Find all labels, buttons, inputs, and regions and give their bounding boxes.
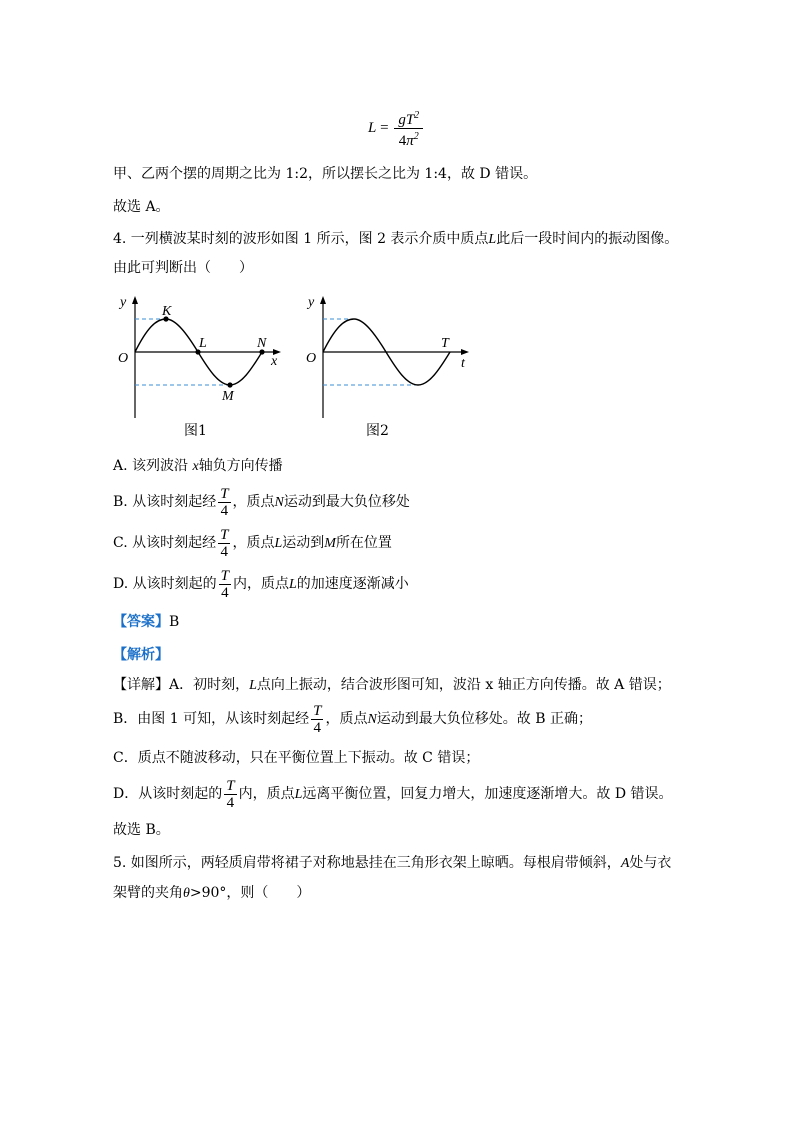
formula-pi: π: [406, 133, 414, 149]
fig1-x-label: x: [271, 354, 278, 369]
formula-4: 4: [398, 133, 407, 149]
formula-lhs: L: [368, 119, 377, 136]
detail-a: 【详解】A．初时刻，L点向上振动，结合波形图可知，波沿 x 轴正方向传播。故 A 错误；: [113, 677, 671, 693]
option-d: D. 从该时刻起的 $\frac{T}{4}$ 内，质点L的加速度逐渐减小: [113, 567, 409, 601]
choose-a-line: 故选 A。: [113, 199, 170, 215]
detail-tag: 【详解】: [113, 677, 169, 693]
analysis-tag: 【解析】: [113, 647, 169, 663]
option-c: C. 从该时刻起经 $\frac{T}{4}$ ，质点L运动到M所在位置: [113, 526, 392, 560]
answer-line: [113, 612, 179, 632]
question-4-line-1: 4. 一列横波某时刻的波形如图 1 所示，图 2 表示介质中质点L此后一段时间内的振动图像。: [113, 231, 679, 247]
formula-T: T: [405, 112, 415, 128]
question-5-line-2: 架臂的夹角θ>90°，则（ ）: [113, 885, 311, 901]
detail-b: B．由图 1 可知，从该时刻起经 $\frac{T}{4}$ ，质点N运动到最大负位移处。故 B 正确；: [113, 702, 592, 736]
detail-c: C．质点不随波移动，只在平衡位置上下振动。故 C 错误；: [113, 750, 480, 766]
option-a: A. 该列波沿 x轴负方向传播: [113, 458, 283, 474]
answer-value: B: [169, 614, 180, 630]
figure-1-waveform: [113, 290, 293, 420]
fraction-t-over-4: $\frac{T}{4}$: [226, 777, 235, 811]
fraction-t-over-4: $\frac{T}{4}$: [220, 526, 229, 560]
question-5-line-1: 5. 如图所示，两轻质肩带将裙子对称地悬挂在三角形衣架上晾晒。每根肩带倾斜，A处与衣: [113, 855, 672, 871]
pendulum-length-formula: [368, 108, 425, 149]
fig1-y-label: y: [120, 295, 127, 310]
figure-1-caption: 图1: [184, 423, 207, 439]
fig2-t-period-label: T: [441, 336, 449, 351]
figure-2-vibration: [301, 290, 481, 420]
formula-eq: =: [380, 119, 389, 136]
fig1-origin-label: O: [118, 351, 129, 366]
formula-exp: 2: [414, 110, 420, 121]
fraction-t-over-4: $\frac{T}{4}$: [220, 567, 229, 601]
conclusion-line: 甲、乙两个摆的周期之比为 1:2，所以摆长之比为 1:4，故 D 错误。: [113, 166, 538, 182]
formula-fraction: [394, 108, 423, 149]
question-4-line-2: 由此可判断出（ ）: [113, 260, 253, 276]
fig2-t-axis-label: t: [461, 356, 465, 371]
fig1-n-label: N: [257, 336, 267, 351]
figure-2-caption: 图2: [366, 423, 389, 439]
analysis-line: [113, 645, 169, 665]
formula-den-exp: 2: [413, 131, 419, 142]
fig2-y-label: y: [308, 295, 315, 310]
option-b: B. 从该时刻起经 $\frac{T}{4}$ ，质点N运动到最大负位移处: [113, 485, 410, 519]
answer-tag: 【答案】: [113, 614, 169, 630]
choose-b-line: 故选 B。: [113, 822, 170, 838]
fig1-l-label: L: [199, 336, 207, 351]
fraction-t-over-4: $\frac{T}{4}$: [313, 702, 322, 736]
fig1-m-label: M: [222, 389, 234, 404]
fig1-k-label: K: [162, 304, 172, 319]
formula-g: g: [398, 112, 406, 128]
fraction-t-over-4: $\frac{T}{4}$: [220, 485, 229, 519]
fig2-origin-label: O: [306, 351, 317, 366]
detail-d: D．从该时刻起的 $\frac{T}{4}$ 内，质点L远离平衡位置，回复力增大，加速度逐渐增大。故 D 错误。: [113, 777, 673, 811]
